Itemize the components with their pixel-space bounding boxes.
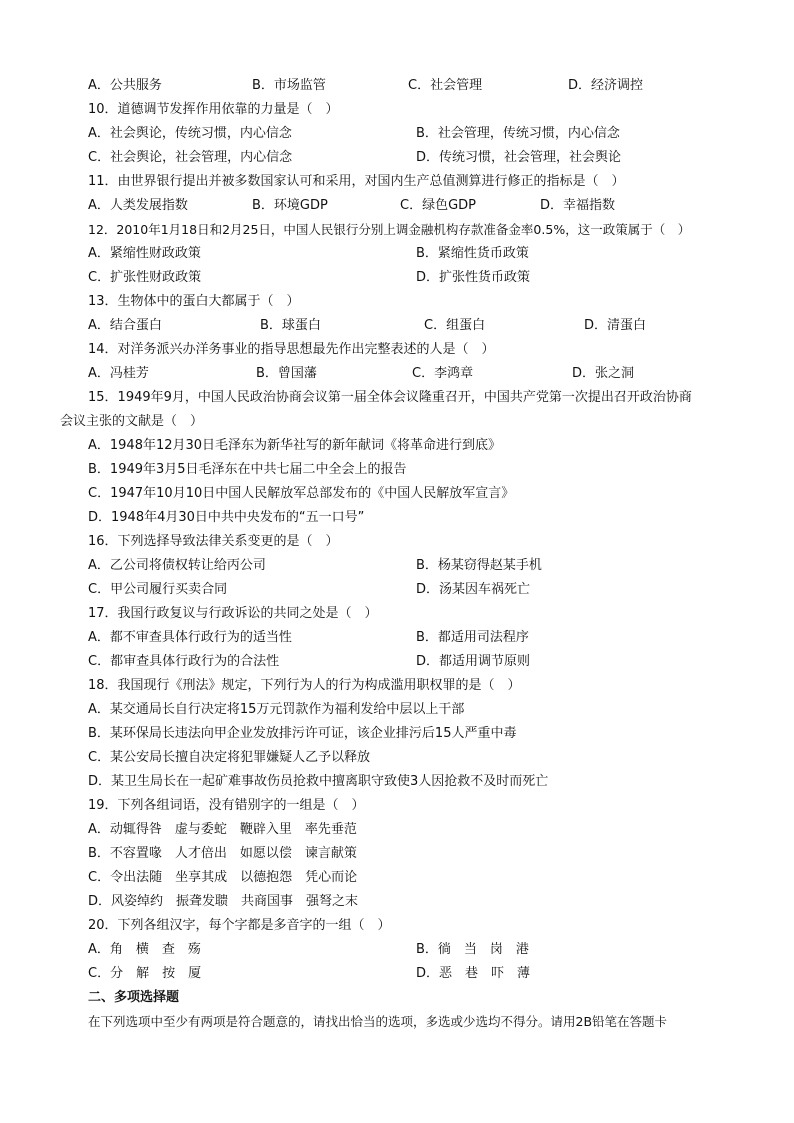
q14-stem: 14．对洋务派兴办洋务事业的指导思想最先作出完整表述的人是（ ） [88,342,495,357]
q18-option-d: D．某卫生局长在一起矿难事故伤员抢救中擅离职守致使3人因抢救不及时而死亡 [88,774,549,789]
q10-option-a: A．社会舆论，传统习惯，内心信念 [88,126,292,141]
q13-option-d: D．清蛋白 [584,318,647,333]
q17-option-b: B．都适用司法程序 [416,630,529,645]
q11-option-a: A．人类发展指数 [88,198,188,213]
q18-option-a: A．某交通局长自行决定将15万元罚款作为福利发给中层以上干部 [88,702,465,717]
q20-option-b: B．徜 当 岗 港 [416,942,529,957]
q17-option-d: D．都适用调节原则 [416,654,531,669]
q15-option-c: C．1947年10月10日中国人民解放军总部发布的《中国人民解放军宣言》 [88,486,515,501]
q16-option-d: D．汤某因车祸死亡 [416,582,531,597]
q13-option-c: C．组蛋白 [424,318,486,333]
q15-stem-line2: 会议主张的文献是（ ） [60,414,204,429]
q20-stem: 20．下列各组汉字，每个字都是多音字的一组（ ） [88,918,391,933]
q14-option-b: B．曾国藩 [256,366,317,381]
q18-option-b: B．某环保局长违法向甲企业发放排污许可证，该企业排污后15人严重中毒 [88,726,517,741]
q18-option-c: C．某公安局长擅自决定将犯罪嫌疑人乙予以释放 [88,750,371,765]
section-instruction: 在下列选项中至少有两项是符合题意的，请找出恰当的选项，多选或少选均不得分。请用2B铅笔在答题卡 [88,1014,668,1029]
q12-option-d: D．扩张性货币政策 [416,270,531,285]
q17-option-a: A．都不审查具体行政行为的适当性 [88,630,292,645]
q9-option-b: B．市场监管 [252,78,326,93]
q11-stem: 11．由世界银行提出并被多数国家认可和采用，对国内生产总值测算进行修正的指标是（ ） [88,174,625,189]
q15-option-d: D．1948年4月30日中共中央发布的“五一口号” [88,510,365,525]
q16-option-a: A．乙公司将债权转让给丙公司 [88,558,266,573]
q17-stem: 17．我国行政复议与行政诉讼的共同之处是（ ） [88,606,378,621]
q15-stem-line1: 15．1949年9月，中国人民政治协商会议第一届全体会议隆重召开，中国共产党第一次提出召开政治协商 [88,390,692,405]
q20-option-d: D．恶 巷 吓 薄 [416,966,531,981]
q19-stem: 19．下列各组词语，没有错别字的一组是（ ） [88,798,365,813]
q16-option-b: B．杨某窃得赵某手机 [416,558,542,573]
q19-option-d: D．风姿绰约 振聋发聩 共商国事 强弩之末 [88,894,359,909]
q15-option-a: A．1948年12月30日毛泽东为新华社写的新年献词《将革命进行到底》 [88,438,502,453]
q20-option-a: A．角 横 查 殇 [88,942,201,957]
q18-stem: 18．我国现行《刑法》规定，下列行为人的行为构成滥用职权罪的是（ ） [88,678,521,693]
q11-option-c: C．绿色GDP [400,198,477,213]
q14-option-d: D．张之洞 [572,366,635,381]
q14-option-a: A．冯桂芳 [88,366,149,381]
q15-option-b: B．1949年3月5日毛泽东在中共七届二中全会上的报告 [88,462,407,477]
q11-option-d: D．幸福指数 [540,198,616,213]
q12-option-c: C．扩张性财政政策 [88,270,202,285]
section-heading: 二、多项选择题 [88,990,180,1005]
q12-option-a: A．紧缩性财政政策 [88,246,201,261]
q9-option-d: D．经济调控 [568,78,644,93]
q19-option-a: A．动辄得咎 虚与委蛇 鞭辟入里 率先垂范 [88,822,357,837]
q19-option-c: C．令出法随 坐享其成 以德抱怨 凭心而论 [88,870,358,885]
q16-option-c: C．甲公司履行买卖合同 [88,582,228,597]
q19-option-b: B．不容置喙 人才倍出 如愿以偿 谏言献策 [88,846,357,861]
q9-option-c: C．社会管理 [408,78,483,93]
q10-stem: 10．道德调节发挥作用依靠的力量是（ ） [88,102,339,117]
q14-option-c: C．李鸿章 [412,366,474,381]
q10-option-d: D．传统习惯，社会管理，社会舆论 [416,150,622,165]
q12-option-b: B．紧缩性货币政策 [416,246,529,261]
q16-stem: 16．下列选择导致法律关系变更的是（ ） [88,534,339,549]
q10-option-b: B．社会管理，传统习惯，内心信念 [416,126,620,141]
q10-option-c: C．社会舆论，社会管理，内心信念 [88,150,293,165]
q12-stem: 12．2010年1月18日和2月25日，中国人民银行分别上调金融机构存款准备金率0.5%，这一政策属于（ ） [88,222,691,237]
q11-option-b: B．环境GDP [252,198,328,213]
q9-option-a: A．公共服务 [88,78,162,93]
q13-option-b: B．球蛋白 [260,318,321,333]
q13-option-a: A．结合蛋白 [88,318,162,333]
q20-option-c: C．分 解 按 厦 [88,966,202,981]
q13-stem: 13．生物体中的蛋白大都属于（ ） [88,294,300,309]
q17-option-c: C．都审查具体行政行为的合法性 [88,654,280,669]
